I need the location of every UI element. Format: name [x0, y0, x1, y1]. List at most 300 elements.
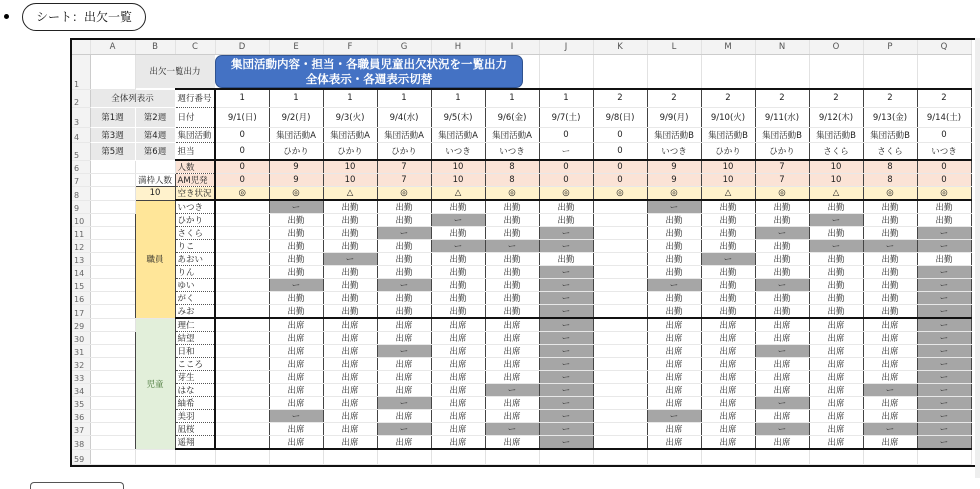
- value-cell[interactable]: 2: [701, 89, 755, 107]
- value-cell[interactable]: 9/8(日): [593, 107, 647, 127]
- row-header[interactable]: 6: [72, 160, 90, 174]
- attendance-cell[interactable]: 出席: [323, 345, 377, 358]
- attendance-cell[interactable]: 出席: [647, 318, 701, 332]
- value-cell[interactable]: 2: [593, 89, 647, 107]
- attendance-cell[interactable]: 出席: [431, 397, 485, 410]
- value-cell[interactable]: 1: [431, 89, 485, 107]
- cell[interactable]: [175, 449, 215, 464]
- attendance-cell[interactable]: 出席: [647, 423, 701, 436]
- cell[interactable]: [809, 449, 863, 464]
- attendance-cell[interactable]: 出席: [809, 436, 863, 450]
- value-cell[interactable]: △: [809, 187, 863, 201]
- value-cell[interactable]: 10: [809, 160, 863, 174]
- value-cell[interactable]: ◎: [269, 187, 323, 201]
- attendance-cell[interactable]: [215, 305, 269, 319]
- value-cell[interactable]: 集団活動A: [377, 127, 431, 142]
- attendance-cell[interactable]: ー: [539, 266, 593, 279]
- attendance-cell[interactable]: 出席: [485, 397, 539, 410]
- cell[interactable]: [90, 200, 135, 214]
- cell[interactable]: [90, 253, 135, 266]
- attendance-cell[interactable]: ー: [377, 227, 431, 240]
- attendance-cell[interactable]: 出勤: [755, 214, 809, 227]
- attendance-cell[interactable]: 出席: [431, 358, 485, 371]
- attendance-cell[interactable]: [593, 227, 647, 240]
- attendance-cell[interactable]: [215, 266, 269, 279]
- attendance-cell[interactable]: ー: [269, 279, 323, 292]
- attendance-cell[interactable]: [593, 384, 647, 397]
- value-cell[interactable]: ◎: [485, 187, 539, 201]
- attendance-cell[interactable]: ー: [647, 279, 701, 292]
- cell[interactable]: [593, 449, 647, 464]
- column-header-n[interactable]: N: [755, 40, 809, 54]
- attendance-cell[interactable]: ー: [917, 371, 971, 384]
- attendance-cell[interactable]: ー: [917, 397, 971, 410]
- cell[interactable]: [863, 449, 917, 464]
- attendance-cell[interactable]: [593, 436, 647, 450]
- cell[interactable]: [90, 266, 135, 279]
- attendance-cell[interactable]: ー: [539, 397, 593, 410]
- attendance-cell[interactable]: 出席: [863, 345, 917, 358]
- attendance-cell[interactable]: 出席: [377, 318, 431, 332]
- value-cell[interactable]: いつき: [647, 142, 701, 160]
- value-cell[interactable]: 9/14(土): [917, 107, 971, 127]
- row-header[interactable]: 3: [72, 107, 90, 127]
- value-cell[interactable]: 9/7(土): [539, 107, 593, 127]
- attendance-cell[interactable]: 出席: [269, 397, 323, 410]
- attendance-cell[interactable]: 出席: [755, 436, 809, 450]
- value-cell[interactable]: 集団活動A: [323, 127, 377, 142]
- attendance-cell[interactable]: 出勤: [863, 200, 917, 214]
- value-cell[interactable]: 集団活動A: [485, 127, 539, 142]
- attendance-cell[interactable]: 出勤: [269, 214, 323, 227]
- attendance-cell[interactable]: ー: [917, 279, 971, 292]
- cell[interactable]: [90, 410, 135, 423]
- attendance-cell[interactable]: [215, 318, 269, 332]
- value-cell[interactable]: 集団活動B: [647, 127, 701, 142]
- attendance-cell[interactable]: 出勤: [647, 227, 701, 240]
- column-header-i[interactable]: I: [485, 40, 539, 54]
- value-cell[interactable]: 9/9(月): [647, 107, 701, 127]
- attendance-cell[interactable]: 出席: [485, 436, 539, 450]
- attendance-cell[interactable]: ー: [539, 227, 593, 240]
- value-cell[interactable]: 集団活動A: [269, 127, 323, 142]
- value-cell[interactable]: いつき: [485, 142, 539, 160]
- row-header[interactable]: 32: [72, 358, 90, 371]
- value-cell[interactable]: 10: [431, 160, 485, 174]
- attendance-cell[interactable]: [593, 318, 647, 332]
- value-cell[interactable]: 0: [593, 127, 647, 142]
- attendance-cell[interactable]: 出席: [485, 371, 539, 384]
- row-header[interactable]: 36: [72, 410, 90, 423]
- value-cell[interactable]: 9: [269, 174, 323, 187]
- attendance-cell[interactable]: [593, 292, 647, 305]
- attendance-cell[interactable]: 出席: [701, 436, 755, 450]
- attendance-cell[interactable]: 出席: [377, 436, 431, 450]
- cell[interactable]: [755, 449, 809, 464]
- value-cell[interactable]: いつき: [431, 142, 485, 160]
- attendance-cell[interactable]: 出勤: [701, 227, 755, 240]
- row-header[interactable]: 38: [72, 436, 90, 450]
- column-header-h[interactable]: H: [431, 40, 485, 54]
- attendance-cell[interactable]: 出席: [701, 384, 755, 397]
- value-cell[interactable]: 9/12(木): [809, 107, 863, 127]
- attendance-cell[interactable]: [215, 253, 269, 266]
- value-cell[interactable]: 9/6(金): [485, 107, 539, 127]
- cell[interactable]: [593, 54, 647, 89]
- value-cell[interactable]: ひかり: [701, 142, 755, 160]
- cell[interactable]: [431, 449, 485, 464]
- cell[interactable]: [701, 54, 755, 89]
- cell[interactable]: [701, 449, 755, 464]
- value-cell[interactable]: 9: [647, 174, 701, 187]
- attendance-cell[interactable]: ー: [917, 240, 971, 253]
- column-header-e[interactable]: E: [269, 40, 323, 54]
- attendance-cell[interactable]: 出勤: [269, 227, 323, 240]
- attendance-cell[interactable]: ー: [917, 305, 971, 319]
- row-header[interactable]: 2: [72, 89, 90, 107]
- attendance-cell[interactable]: 出席: [701, 332, 755, 345]
- value-cell[interactable]: 10: [323, 160, 377, 174]
- attendance-cell[interactable]: 出席: [755, 358, 809, 371]
- attendance-cell[interactable]: 出勤: [539, 214, 593, 227]
- value-cell[interactable]: 8: [485, 174, 539, 187]
- attendance-cell[interactable]: 出席: [323, 423, 377, 436]
- attendance-cell[interactable]: 出勤: [863, 279, 917, 292]
- value-cell[interactable]: ◎: [647, 187, 701, 201]
- value-cell[interactable]: ひかり: [323, 142, 377, 160]
- attendance-cell[interactable]: ー: [269, 200, 323, 214]
- value-cell[interactable]: ◎: [215, 187, 269, 201]
- value-cell[interactable]: 9: [647, 160, 701, 174]
- value-cell[interactable]: 1: [539, 89, 593, 107]
- column-header-j[interactable]: J: [539, 40, 593, 54]
- attendance-cell[interactable]: 出席: [323, 397, 377, 410]
- attendance-cell[interactable]: 出席: [269, 318, 323, 332]
- attendance-cell[interactable]: 出勤: [323, 227, 377, 240]
- attendance-cell[interactable]: 出勤: [701, 279, 755, 292]
- attendance-cell[interactable]: 出席: [647, 371, 701, 384]
- attendance-cell[interactable]: 出勤: [269, 240, 323, 253]
- attendance-cell[interactable]: 出勤: [485, 253, 539, 266]
- column-header-a[interactable]: A: [90, 40, 135, 54]
- row-header[interactable]: 12: [72, 240, 90, 253]
- attendance-cell[interactable]: [593, 279, 647, 292]
- attendance-cell[interactable]: 出勤: [647, 253, 701, 266]
- attendance-cell[interactable]: 出勤: [917, 200, 971, 214]
- attendance-cell[interactable]: 出席: [323, 436, 377, 450]
- attendance-cell[interactable]: 出勤: [809, 266, 863, 279]
- attendance-cell[interactable]: 出席: [809, 423, 863, 436]
- row-header[interactable]: 13: [72, 253, 90, 266]
- value-cell[interactable]: 10: [323, 174, 377, 187]
- week-3-button[interactable]: 第3週: [90, 127, 135, 142]
- attendance-cell[interactable]: 出勤: [647, 266, 701, 279]
- attendance-cell[interactable]: ー: [917, 358, 971, 371]
- value-cell[interactable]: 9/11(水): [755, 107, 809, 127]
- attendance-cell[interactable]: ー: [863, 240, 917, 253]
- cell[interactable]: [90, 240, 135, 253]
- attendance-cell[interactable]: ー: [539, 423, 593, 436]
- attendance-cell[interactable]: 出席: [809, 318, 863, 332]
- value-cell[interactable]: 9/13(金): [863, 107, 917, 127]
- value-cell[interactable]: 集団活動B: [755, 127, 809, 142]
- attendance-cell[interactable]: ー: [755, 397, 809, 410]
- attendance-cell[interactable]: 出席: [755, 384, 809, 397]
- attendance-cell[interactable]: 出席: [269, 423, 323, 436]
- cell[interactable]: [90, 423, 135, 436]
- week-1-button[interactable]: 第1週: [90, 107, 135, 127]
- attendance-cell[interactable]: ー: [917, 384, 971, 397]
- attendance-cell[interactable]: 出席: [863, 371, 917, 384]
- value-cell[interactable]: 0: [917, 174, 971, 187]
- value-cell[interactable]: ひかり: [755, 142, 809, 160]
- value-cell[interactable]: 2: [863, 89, 917, 107]
- attendance-cell[interactable]: ー: [323, 253, 377, 266]
- attendance-cell[interactable]: 出席: [647, 436, 701, 450]
- attendance-cell[interactable]: 出席: [647, 345, 701, 358]
- value-cell[interactable]: 1: [323, 89, 377, 107]
- attendance-cell[interactable]: 出勤: [755, 305, 809, 319]
- attendance-cell[interactable]: [593, 397, 647, 410]
- attendance-cell[interactable]: ー: [539, 384, 593, 397]
- attendance-cell[interactable]: 出席: [701, 410, 755, 423]
- row-header[interactable]: 1: [72, 54, 90, 89]
- value-cell[interactable]: 0: [215, 160, 269, 174]
- attendance-cell[interactable]: ー: [485, 384, 539, 397]
- cell[interactable]: [90, 305, 135, 319]
- attendance-cell[interactable]: ー: [539, 240, 593, 253]
- attendance-cell[interactable]: 出席: [647, 358, 701, 371]
- attendance-cell[interactable]: ー: [917, 318, 971, 332]
- cell[interactable]: [90, 318, 135, 332]
- column-header-l[interactable]: L: [647, 40, 701, 54]
- value-cell[interactable]: 2: [917, 89, 971, 107]
- column-header-m[interactable]: M: [701, 40, 755, 54]
- row-header[interactable]: 35: [72, 397, 90, 410]
- column-header-g[interactable]: G: [377, 40, 431, 54]
- attendance-cell[interactable]: 出席: [323, 332, 377, 345]
- value-cell[interactable]: 1: [269, 89, 323, 107]
- attendance-cell[interactable]: 出勤: [323, 305, 377, 319]
- value-cell[interactable]: 8: [863, 160, 917, 174]
- week-4-button[interactable]: 第4週: [135, 127, 175, 142]
- attendance-cell[interactable]: ー: [917, 410, 971, 423]
- cell[interactable]: [90, 292, 135, 305]
- value-cell[interactable]: 0: [593, 174, 647, 187]
- attendance-cell[interactable]: ー: [863, 423, 917, 436]
- row-header[interactable]: 10: [72, 214, 90, 227]
- row-header[interactable]: 9: [72, 200, 90, 214]
- column-header-f[interactable]: F: [323, 40, 377, 54]
- attendance-cell[interactable]: 出勤: [431, 305, 485, 319]
- attendance-cell[interactable]: [215, 384, 269, 397]
- cell[interactable]: [90, 160, 135, 174]
- cell[interactable]: [90, 227, 135, 240]
- value-cell[interactable]: 10: [431, 174, 485, 187]
- value-cell[interactable]: ◎: [593, 187, 647, 201]
- cell[interactable]: [809, 54, 863, 89]
- attendance-cell[interactable]: ー: [917, 292, 971, 305]
- attendance-cell[interactable]: ー: [917, 436, 971, 450]
- show-all-columns-button[interactable]: 全体列表示: [90, 89, 175, 107]
- value-cell[interactable]: 集団活動B: [809, 127, 863, 142]
- attendance-cell[interactable]: ー: [539, 358, 593, 371]
- attendance-cell[interactable]: 出勤: [809, 279, 863, 292]
- attendance-cell[interactable]: [215, 410, 269, 423]
- attendance-cell[interactable]: 出勤: [701, 214, 755, 227]
- cell[interactable]: [90, 449, 135, 464]
- row-header[interactable]: 14: [72, 266, 90, 279]
- attendance-cell[interactable]: [215, 423, 269, 436]
- attendance-cell[interactable]: 出勤: [809, 305, 863, 319]
- cell[interactable]: [485, 449, 539, 464]
- attendance-cell[interactable]: ー: [809, 240, 863, 253]
- cell[interactable]: [90, 214, 135, 227]
- attendance-cell[interactable]: ー: [809, 214, 863, 227]
- row-header[interactable]: 31: [72, 345, 90, 358]
- capacity-value[interactable]: 10: [135, 187, 175, 201]
- value-cell[interactable]: 集団活動A: [431, 127, 485, 142]
- attendance-cell[interactable]: [215, 345, 269, 358]
- attendance-cell[interactable]: 出勤: [323, 214, 377, 227]
- attendance-cell[interactable]: 出席: [755, 318, 809, 332]
- value-cell[interactable]: △: [701, 187, 755, 201]
- attendance-cell[interactable]: [215, 358, 269, 371]
- attendance-cell[interactable]: 出勤: [755, 200, 809, 214]
- value-cell[interactable]: 8: [863, 174, 917, 187]
- attendance-cell[interactable]: 出勤: [647, 240, 701, 253]
- attendance-cell[interactable]: 出席: [809, 332, 863, 345]
- value-cell[interactable]: 0: [917, 160, 971, 174]
- value-cell[interactable]: 2: [809, 89, 863, 107]
- attendance-cell[interactable]: [215, 371, 269, 384]
- value-cell[interactable]: ◎: [863, 187, 917, 201]
- attendance-cell[interactable]: 出勤: [323, 266, 377, 279]
- cell[interactable]: [755, 54, 809, 89]
- value-cell[interactable]: △: [323, 187, 377, 201]
- attendance-cell[interactable]: 出勤: [863, 266, 917, 279]
- cell[interactable]: [135, 449, 175, 464]
- attendance-cell[interactable]: 出席: [809, 384, 863, 397]
- attendance-cell[interactable]: [593, 240, 647, 253]
- attendance-cell[interactable]: 出勤: [485, 266, 539, 279]
- attendance-cell[interactable]: [593, 253, 647, 266]
- attendance-cell[interactable]: 出席: [377, 332, 431, 345]
- attendance-cell[interactable]: 出勤: [755, 292, 809, 305]
- cell[interactable]: [647, 54, 701, 89]
- attendance-cell[interactable]: ー: [647, 410, 701, 423]
- attendance-cell[interactable]: 出席: [377, 358, 431, 371]
- value-cell[interactable]: 7: [755, 160, 809, 174]
- value-cell[interactable]: 2: [647, 89, 701, 107]
- attendance-cell[interactable]: [593, 214, 647, 227]
- attendance-cell[interactable]: ー: [485, 423, 539, 436]
- row-header[interactable]: 5: [72, 142, 90, 160]
- attendance-cell[interactable]: 出席: [485, 345, 539, 358]
- attendance-cell[interactable]: 出席: [809, 397, 863, 410]
- attendance-cell[interactable]: ー: [917, 266, 971, 279]
- attendance-cell[interactable]: ー: [917, 332, 971, 345]
- row-header[interactable]: 7: [72, 174, 90, 187]
- attendance-cell[interactable]: 出勤: [377, 292, 431, 305]
- attendance-cell[interactable]: 出席: [269, 436, 323, 450]
- attendance-cell[interactable]: 出席: [269, 371, 323, 384]
- value-cell[interactable]: 7: [377, 160, 431, 174]
- attendance-cell[interactable]: 出席: [701, 345, 755, 358]
- attendance-cell[interactable]: [215, 227, 269, 240]
- cell[interactable]: [90, 187, 135, 201]
- attendance-cell[interactable]: [215, 279, 269, 292]
- cell[interactable]: [90, 397, 135, 410]
- attendance-cell[interactable]: ー: [701, 253, 755, 266]
- attendance-cell[interactable]: 出席: [269, 358, 323, 371]
- attendance-cell[interactable]: 出席: [431, 384, 485, 397]
- attendance-cell[interactable]: [215, 332, 269, 345]
- attendance-cell[interactable]: [593, 423, 647, 436]
- attendance-cell[interactable]: 出席: [377, 410, 431, 423]
- attendance-cell[interactable]: 出勤: [863, 214, 917, 227]
- attendance-cell[interactable]: 出勤: [323, 292, 377, 305]
- value-cell[interactable]: ◎: [539, 187, 593, 201]
- cell[interactable]: [90, 436, 135, 450]
- attendance-cell[interactable]: 出勤: [377, 305, 431, 319]
- attendance-cell[interactable]: 出勤: [539, 200, 593, 214]
- cell[interactable]: [917, 54, 971, 89]
- attendance-cell[interactable]: 出席: [647, 397, 701, 410]
- attendance-cell[interactable]: 出席: [755, 332, 809, 345]
- attendance-cell[interactable]: 出席: [863, 332, 917, 345]
- attendance-cell[interactable]: 出勤: [701, 266, 755, 279]
- attendance-cell[interactable]: ー: [917, 227, 971, 240]
- attendance-cell[interactable]: 出勤: [809, 292, 863, 305]
- attendance-cell[interactable]: 出勤: [755, 266, 809, 279]
- attendance-cell[interactable]: 出席: [269, 384, 323, 397]
- attendance-cell[interactable]: 出席: [431, 318, 485, 332]
- attendance-cell[interactable]: 出席: [809, 410, 863, 423]
- cell[interactable]: [90, 358, 135, 371]
- attendance-cell[interactable]: 出勤: [323, 200, 377, 214]
- attendance-cell[interactable]: [593, 266, 647, 279]
- value-cell[interactable]: いつき: [917, 142, 971, 160]
- attendance-cell[interactable]: 出勤: [647, 305, 701, 319]
- attendance-cell[interactable]: 出勤: [917, 214, 971, 227]
- attendance-cell[interactable]: ー: [755, 345, 809, 358]
- attendance-cell[interactable]: 出勤: [755, 240, 809, 253]
- attendance-cell[interactable]: 出席: [863, 318, 917, 332]
- attendance-cell[interactable]: 出席: [701, 397, 755, 410]
- attendance-cell[interactable]: 出席: [485, 318, 539, 332]
- attendance-cell[interactable]: ー: [917, 345, 971, 358]
- value-cell[interactable]: 0: [215, 142, 269, 160]
- attendance-cell[interactable]: ー: [539, 436, 593, 450]
- value-cell[interactable]: 8: [485, 160, 539, 174]
- attendance-cell[interactable]: 出席: [485, 332, 539, 345]
- attendance-cell[interactable]: ー: [377, 345, 431, 358]
- attendance-cell[interactable]: 出席: [431, 345, 485, 358]
- value-cell[interactable]: 1: [485, 89, 539, 107]
- attendance-cell[interactable]: 出席: [647, 332, 701, 345]
- attendance-cell[interactable]: 出席: [863, 397, 917, 410]
- attendance-cell[interactable]: [593, 332, 647, 345]
- attendance-cell[interactable]: ー: [377, 279, 431, 292]
- cell[interactable]: [90, 332, 135, 345]
- attendance-cell[interactable]: 出勤: [431, 253, 485, 266]
- attendance-cell[interactable]: 出勤: [431, 266, 485, 279]
- value-cell[interactable]: ー: [539, 142, 593, 160]
- attendance-cell[interactable]: 出勤: [377, 240, 431, 253]
- attendance-cell[interactable]: 出席: [323, 371, 377, 384]
- value-cell[interactable]: 9/4(水): [377, 107, 431, 127]
